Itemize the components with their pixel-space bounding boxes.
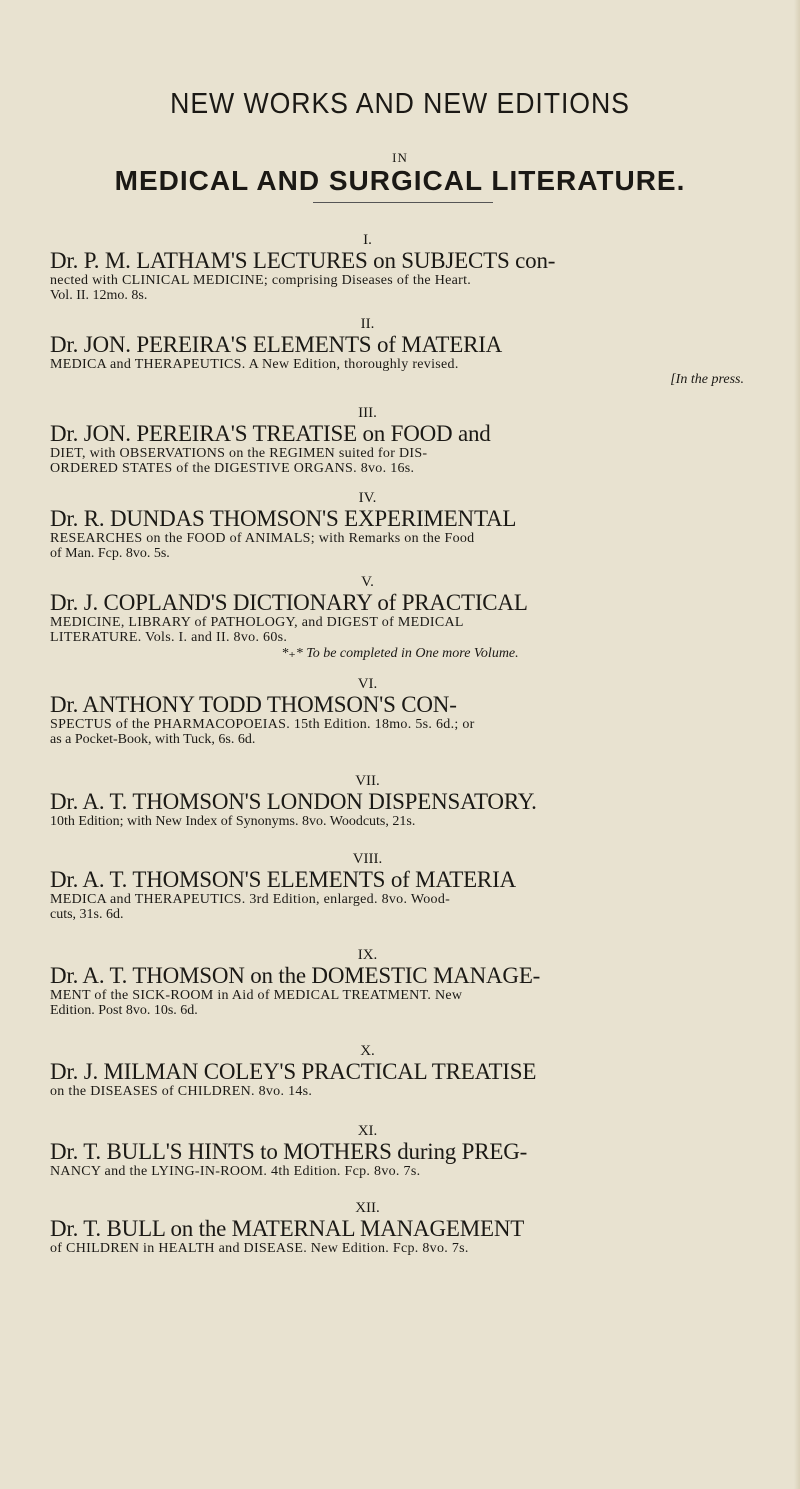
entry-desc-line: as a Pocket-Book, with Tuck, 6s. 6d. bbox=[50, 732, 256, 747]
catalogue-entry bbox=[50, 851, 750, 922]
entry-desc-line: cuts, 31s. 6d. bbox=[50, 907, 124, 922]
entry-desc-line: MENT of the SICK-ROOM in Aid of MEDICAL TREATMENT. New bbox=[50, 988, 463, 1003]
entry-numeral: III. bbox=[358, 405, 377, 421]
entry-desc-line: 10th Edition; with New Index of Synonyms. 8vo. Woodcuts, 21s. bbox=[50, 814, 416, 829]
entry-title: Dr. T. BULL on the MATERNAL MANAGEMENT bbox=[50, 1216, 525, 1241]
entry-desc-line: on the DISEASES of CHILDREN. 8vo. 14s. bbox=[50, 1084, 313, 1099]
entry-numeral: I. bbox=[363, 232, 372, 248]
catalogue-entry bbox=[50, 1043, 750, 1099]
entry-note: *₊* To be completed in One more Volume. bbox=[281, 646, 519, 661]
entry-numeral: VII. bbox=[355, 773, 380, 789]
subject-heading: MEDICAL AND SURGICAL LITERATURE. bbox=[114, 165, 686, 196]
entry-numeral: VI. bbox=[357, 676, 378, 692]
catalogue-entry bbox=[50, 574, 750, 662]
entry-status: [In the press. bbox=[670, 372, 744, 387]
page-title: NEW WORKS AND NEW EDITIONS bbox=[170, 88, 630, 120]
entry-desc-line: of CHILDREN in HEALTH and DISEASE. New Edition. Fcp. 8vo. 7s. bbox=[50, 1241, 469, 1256]
catalogue-entry bbox=[50, 232, 750, 303]
entry-title: Dr. A. T. THOMSON'S LONDON DISPENSATORY. bbox=[50, 789, 537, 814]
header-divider bbox=[313, 202, 493, 203]
catalogue-entry bbox=[50, 947, 750, 1018]
entry-desc-line: NANCY and the LYING-IN-ROOM. 4th Edition. Fcp. 8vo. 7s. bbox=[50, 1164, 421, 1179]
entry-desc-line: RESEARCHES on the FOOD of ANIMALS; with Remarks on the Food bbox=[50, 531, 475, 546]
entry-desc-line: LITERATURE. Vols. I. and II. 8vo. 60s. bbox=[50, 630, 288, 645]
entry-desc-line: nected with CLINICAL MEDICINE; comprising Diseases of the Heart. bbox=[50, 273, 472, 288]
page-edge-shadow bbox=[794, 0, 800, 1489]
entry-title: Dr. A. T. THOMSON on the DOMESTIC MANAGE- bbox=[50, 963, 541, 988]
entry-desc-line: Edition. Post 8vo. 10s. 6d. bbox=[50, 1003, 198, 1018]
entry-title: Dr. JON. PEREIRA'S ELEMENTS of MATERIA bbox=[50, 332, 503, 357]
entry-title: Dr. P. M. LATHAM'S LECTURES on SUBJECTS con- bbox=[50, 248, 556, 273]
entry-desc-line: SPECTUS of the PHARMACOPOEIAS. 15th Edition. 18mo. 5s. 6d.; or bbox=[50, 717, 475, 732]
entry-desc-line: DIET, with OBSERVATIONS on the REGIMEN suited for DIS- bbox=[50, 446, 428, 461]
entry-desc-line: MEDICA and THERAPEUTICS. A New Edition, thoroughly revised. bbox=[50, 357, 459, 372]
title-connector: IN bbox=[392, 150, 408, 165]
catalogue-entry bbox=[50, 676, 750, 747]
entry-title: Dr. R. DUNDAS THOMSON'S EXPERIMENTAL bbox=[50, 506, 517, 531]
entry-title: Dr. T. BULL'S HINTS to MOTHERS during PREG- bbox=[50, 1139, 528, 1164]
catalogue-entry bbox=[50, 773, 750, 829]
entry-desc-line: ORDERED STATES of the DIGESTIVE ORGANS. 8vo. 16s. bbox=[50, 461, 415, 476]
entry-numeral: IX. bbox=[357, 947, 378, 963]
entry-title: Dr. J. COPLAND'S DICTIONARY of PRACTICAL bbox=[50, 590, 528, 615]
catalogue-entry bbox=[50, 1123, 750, 1179]
entry-title: Dr. JON. PEREIRA'S TREATISE on FOOD and bbox=[50, 421, 491, 446]
catalogue-entry bbox=[50, 316, 750, 388]
entry-desc-line: MEDICA and THERAPEUTICS. 3rd Edition, enlarged. 8vo. Wood- bbox=[50, 892, 451, 907]
catalogue-entry bbox=[50, 405, 750, 476]
entry-numeral: VIII. bbox=[352, 851, 383, 867]
entry-desc-line: Vol. II. 12mo. 8s. bbox=[50, 288, 148, 303]
entry-title: Dr. J. MILMAN COLEY'S PRACTICAL TREATISE bbox=[50, 1059, 537, 1084]
entry-title: Dr. ANTHONY TODD THOMSON'S CON- bbox=[50, 692, 457, 717]
entry-numeral: II. bbox=[360, 316, 375, 332]
entry-desc-line: of Man. Fcp. 8vo. 5s. bbox=[50, 546, 170, 561]
entry-numeral: X. bbox=[360, 1043, 375, 1059]
entry-desc-line: MEDICINE, LIBRARY of PATHOLOGY, and DIGEST of MEDICAL bbox=[50, 615, 464, 630]
entry-title: Dr. A. T. THOMSON'S ELEMENTS of MATERIA bbox=[50, 867, 516, 892]
catalogue-entry bbox=[50, 1200, 750, 1256]
catalogue-entry bbox=[50, 490, 750, 561]
entry-numeral: XI. bbox=[357, 1123, 378, 1139]
entry-numeral: XII. bbox=[355, 1200, 380, 1216]
entry-numeral: V. bbox=[361, 574, 374, 590]
entry-numeral: IV. bbox=[358, 490, 377, 506]
